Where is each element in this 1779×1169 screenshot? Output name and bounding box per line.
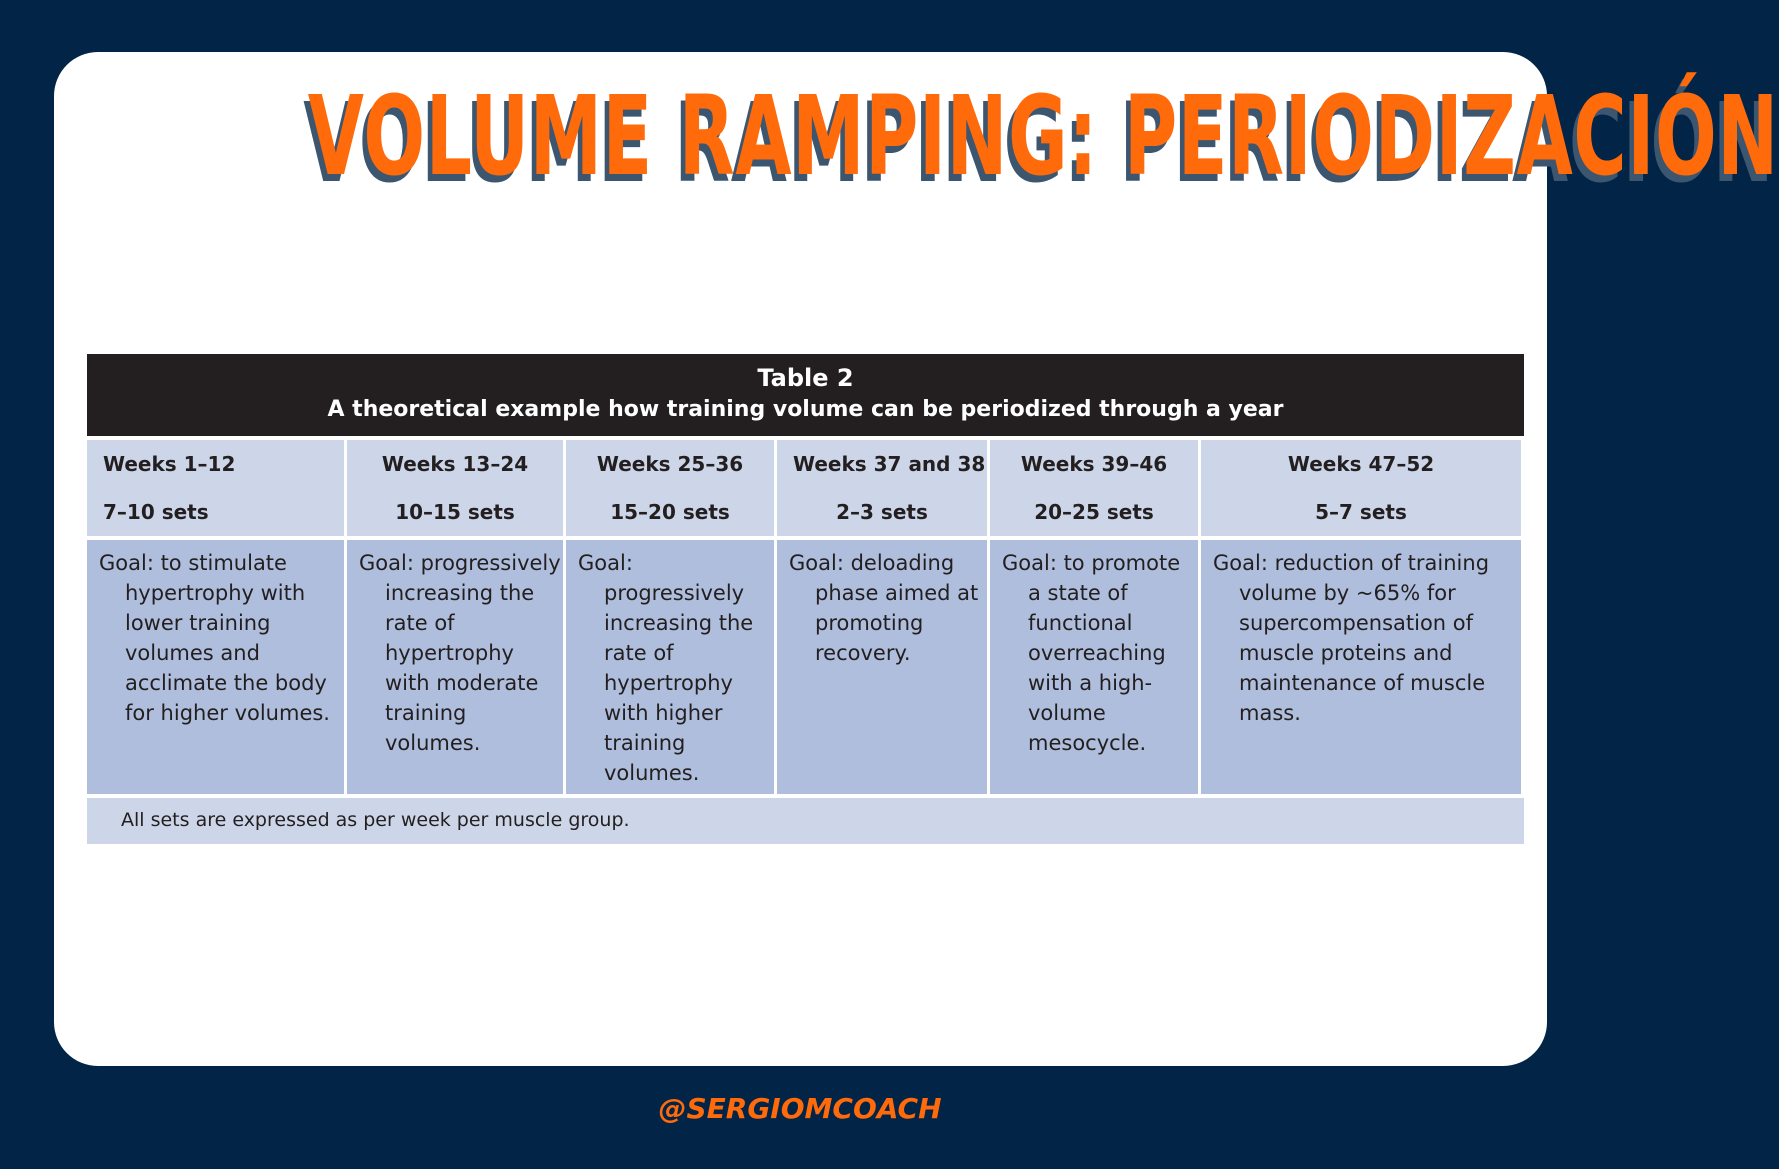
sets-cell: 2–3 sets (777, 488, 987, 540)
goal-cell: Goal: progressively increasing the rate of hypertrophy with moderate training volumes. (347, 540, 563, 794)
page-title: VOLUME RAMPING: PERIODIZACIÓN (307, 72, 1779, 200)
table-column (774, 440, 987, 794)
sets-cell: 10–15 sets (347, 488, 563, 540)
goal-cell: Goal: deloading phase aimed at promoting recovery. (777, 540, 987, 794)
weeks-cell: Weeks 25–36 (566, 440, 774, 488)
weeks-cell: Weeks 37 and 38 (777, 440, 987, 488)
sets-cell: 7–10 sets (87, 488, 344, 540)
weeks-cell: Weeks 13–24 (347, 440, 563, 488)
sets-cell: 20–25 sets (990, 488, 1198, 540)
sets-cell: 5–7 sets (1201, 488, 1521, 540)
weeks-cell: Weeks 39–46 (990, 440, 1198, 488)
author-handle: @SERGIOMCOACH (658, 1092, 942, 1125)
sets-cell: 15–20 sets (566, 488, 774, 540)
weeks-cell: Weeks 1–12 (87, 440, 344, 488)
table-caption (87, 354, 1524, 436)
table-footnote: All sets are expressed as per week per muscle group. (87, 798, 1524, 844)
table-column (563, 440, 774, 794)
table-column (87, 440, 344, 794)
table-caption-text: A theoretical example how training volume can be periodized through a year (327, 397, 1284, 422)
periodization-table (87, 354, 1524, 844)
table-body (87, 440, 1524, 794)
table-column (1198, 440, 1521, 794)
goal-cell: Goal: to stimulate hypertrophy with lower training volumes and acclimate the body for higher volumes. (87, 540, 344, 794)
table-column (987, 440, 1198, 794)
table-column (344, 440, 563, 794)
goal-cell: Goal: progressively increasing the rate of hypertrophy with higher training volumes. (566, 540, 774, 794)
table-caption-number: Table 2 (757, 364, 854, 392)
goal-cell: Goal: to promote a state of functional overreaching with a high-volume mesocycle. (990, 540, 1198, 794)
weeks-cell: Weeks 47–52 (1201, 440, 1521, 488)
goal-cell: Goal: reduction of training volume by ~65% for supercompensation of muscle proteins and maintenance of muscle mass. (1201, 540, 1521, 794)
